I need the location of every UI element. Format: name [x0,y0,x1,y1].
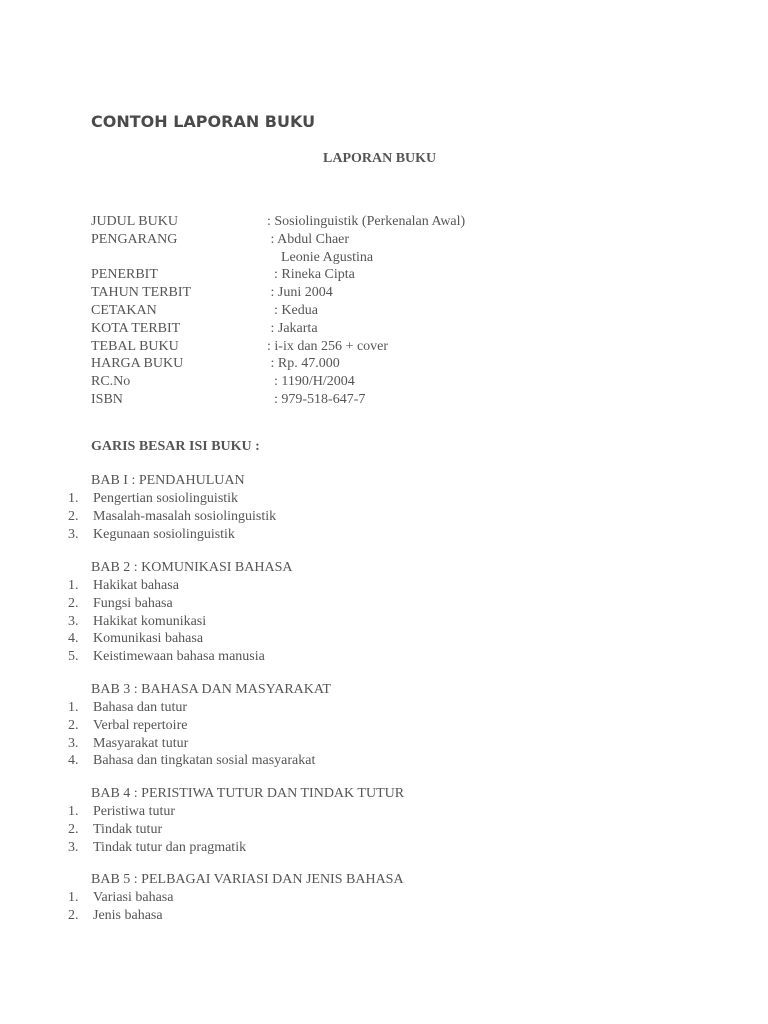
list-item: Keistimewaan bahasa manusia [93,649,265,665]
field-label: CETAKAN [91,303,157,318]
list-number: 3. [68,735,79,751]
list-item: Tindak tutur [93,821,163,837]
field-value: : Jakarta [267,320,318,336]
chapter-title: BAB 4 : PERISTIWA TUTUR DAN TINDAK TUTUR [91,786,405,801]
list-item: Hakikat bahasa [93,578,179,593]
list-item: Tindak tutur dan pragmatik [93,839,247,855]
field-label: JUDUL BUKU [91,214,178,229]
chapter-title: BAB I : PENDAHULUAN [91,473,245,488]
list-item: Masyarakat tutur [93,735,189,751]
field-value: : Sosiolinguistik (Perkenalan Awal) [267,214,466,229]
list-item: Bahasa dan tutur [93,700,188,715]
list-item: Pengertian sosiolinguistik [93,491,239,506]
list-number: 2. [68,717,79,733]
field-value: : Kedua [267,303,318,318]
list-number: 1. [68,890,79,905]
list-number: 2. [68,907,79,923]
list-item: Peristiwa tutur [93,804,176,819]
list-number: 2. [68,595,79,611]
list-number: 2. [68,821,79,837]
list-item: Hakikat komunikasi [93,613,207,629]
field-label: PENERBIT [91,267,158,283]
field-label: TEBAL BUKU [91,338,179,354]
list-number: 4. [68,753,79,769]
list-number: 3. [68,839,79,855]
list-number: 1. [68,700,79,715]
list-item: Masalah-masalah sosiolinguistik [93,508,277,524]
list-item: Verbal repertoire [93,717,188,733]
list-number: 1. [68,804,79,819]
chapter-title: BAB 2 : KOMUNIKASI BAHASA [91,560,293,575]
field-label: KOTA TERBIT [91,320,181,336]
list-number: 2. [68,508,79,524]
field-value: : 1190/H/2004 [267,374,355,390]
list-item: Jenis bahasa [93,907,163,923]
list-item: Komunikasi bahasa [93,631,204,647]
field-label: PENGARANG [91,231,178,247]
list-item: Bahasa dan tingkatan sosial masyarakat [93,753,316,769]
chapter-title: BAB 5 : PELBAGAI VARIASI DAN JENIS BAHASA [91,872,404,887]
field-label: RC.No [91,374,131,390]
report-title: LAPORAN BUKU [323,151,437,166]
field-label: TAHUN TERBIT [91,285,192,301]
field-value: : i-ix dan 256 + cover [267,338,389,354]
list-number: 1. [68,578,79,593]
field-value: : 979-518-647-7 [267,392,366,407]
field-value: : Abdul Chaer [267,231,350,247]
field-label: ISBN [91,392,123,407]
list-number: 3. [68,526,79,542]
chapter-title: BAB 3 : BAHASA DAN MASYARAKAT [91,682,331,697]
list-number: 1. [68,491,79,506]
document-title: CONTOH LAPORAN BUKU [91,112,316,131]
list-number: 5. [68,649,79,665]
field-value: : Rp. 47.000 [267,356,340,372]
field-value: : Juni 2004 [267,285,333,301]
list-item: Kegunaan sosiolinguistik [93,526,235,542]
field-label: HARGA BUKU [91,356,184,372]
outline-heading: GARIS BESAR ISI BUKU : [91,439,260,454]
list-item: Variasi bahasa [93,890,174,905]
list-number: 4. [68,631,79,647]
list-number: 3. [68,613,79,629]
list-item: Fungsi bahasa [93,595,173,611]
field-value: : Rineka Cipta [267,267,355,283]
field-value: Leonie Agustina [267,249,374,265]
